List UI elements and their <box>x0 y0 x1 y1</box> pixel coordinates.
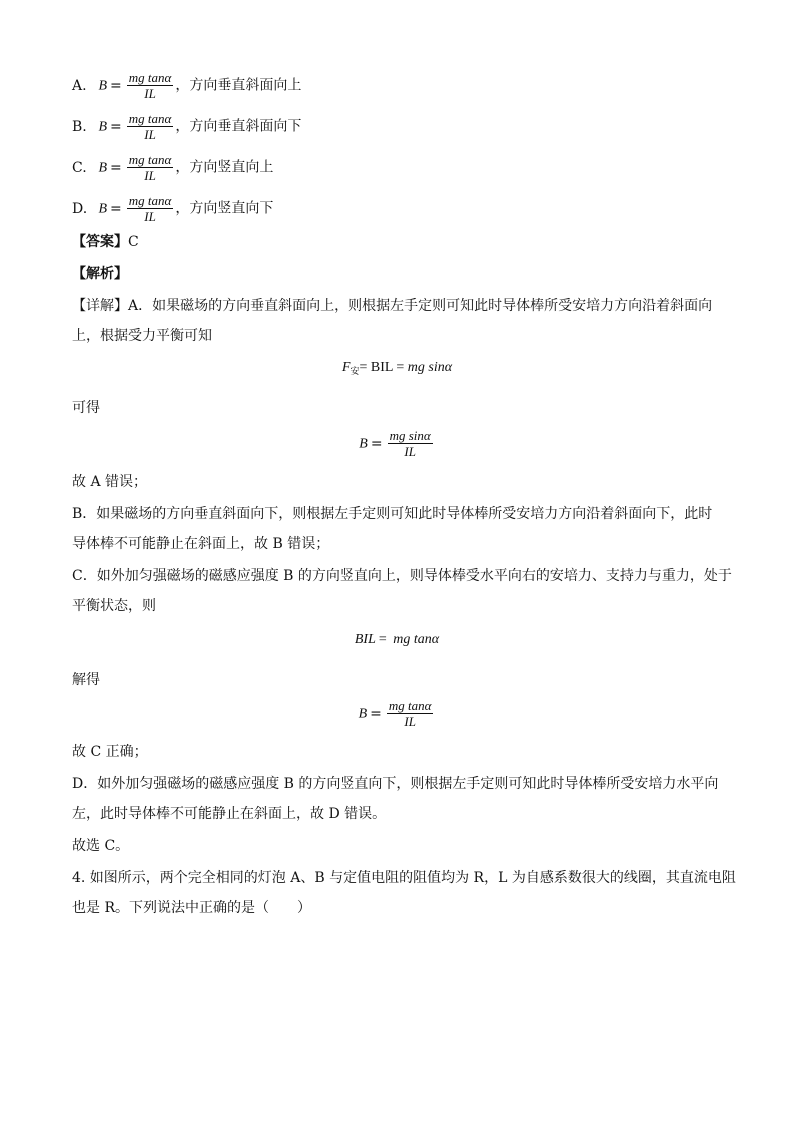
c-line-2: 平衡状态，则 <box>72 598 156 614</box>
kede-text: 可得 <box>72 400 100 416</box>
detail-line-2: 上，根据受力平衡可知 <box>72 328 212 344</box>
c-line-1: C．如外加匀强磁场的磁感应强度 B 的方向竖直向上，则导体棒受水平向右的安培力、支持力与重力，处于 <box>72 568 732 584</box>
detail-line-1: 【详解】A．如果磁场的方向垂直斜面向上，则根据左手定则可知此时导体棒所受安培力方向沿着斜面向 <box>72 298 713 314</box>
option-b-label: B. <box>72 118 87 135</box>
option-a-fraction: $\frac{\text{mg tanα}}{IL}$ <box>128 70 172 101</box>
option-a: A. B = $\frac{\text{mg tanα}}{IL}$ ，方向垂直斜面向上 <box>72 70 302 101</box>
equation-3: BIL = mg tanα <box>354 632 440 647</box>
option-a-lhs: B <box>98 78 108 94</box>
option-c: C. B = $\frac{\text{mg tanα}}{IL}$ ，方向竖直向上 <box>72 152 274 183</box>
equation-4: B = $\frac{\text{mg tanα}}{IL}$ <box>358 698 432 729</box>
option-a-label: A. <box>72 77 87 94</box>
option-b-text: ，方向垂直斜面向下 <box>175 118 302 135</box>
d-line-2: 左，此时导体棒不可能静止在斜面上，故 D 错误。 <box>72 806 387 822</box>
answer-line <box>72 232 139 252</box>
choose-text: 故选 C。 <box>72 838 130 854</box>
analysis-heading: 【解析】 <box>72 266 128 282</box>
option-c-label: C. <box>72 159 87 176</box>
question-4-line-2: 也是 R。下列说法中正确的是（ ） <box>72 900 311 916</box>
b-line-1: B．如果磁场的方向垂直斜面向下，则根据左手定则可知此时导体棒所受安培力方向沿着斜面向下，此时 <box>72 506 713 522</box>
c-right-text: 故 C 正确； <box>72 744 148 760</box>
option-c-lhs: B <box>98 160 108 176</box>
b-line-2: 导体棒不可能静止在斜面上，故 B 错误； <box>72 536 330 552</box>
answer-value: C <box>128 234 139 250</box>
option-b-fraction: $\frac{\text{mg tanα}}{IL}$ <box>128 111 172 142</box>
d-line-1: D．如外加匀强磁场的磁感应强度 B 的方向竖直向下，则根据左手定则可知此时导体棒所受安培力水平向 <box>72 776 719 792</box>
option-a-text: ，方向垂直斜面向上 <box>175 77 302 94</box>
equation-2: B = $\frac{\text{mg sinα}}{IL}$ <box>359 428 431 459</box>
option-c-text: ，方向竖直向上 <box>175 159 274 176</box>
a-wrong-text: 故 A 错误； <box>72 474 148 490</box>
option-d-fraction: $\frac{\text{mg tanα}}{IL}$ <box>128 193 172 224</box>
option-c-fraction: $\frac{\text{mg tanα}}{IL}$ <box>128 152 172 183</box>
equation-1: $F_安=$ BIL = mg sinα <box>341 360 453 376</box>
option-b: B. B = $\frac{\text{mg tanα}}{IL}$ ，方向垂直斜面向下 <box>72 111 302 142</box>
question-4-line-1: 4. 如图所示，两个完全相同的灯泡 A、B 与定值电阻的阻值均为 R，L 为自感系数很大的线圈，其直流电阻 <box>72 870 736 886</box>
option-d-lhs: B <box>98 201 108 217</box>
option-d-label: D. <box>72 200 88 217</box>
option-d: D. B = $\frac{\text{mg tanα}}{IL}$ ，方向竖直向下 <box>72 193 274 224</box>
option-b-lhs: B <box>98 119 108 135</box>
jiede-text: 解得 <box>72 672 100 688</box>
option-d-text: ，方向竖直向下 <box>175 200 274 217</box>
answer-tag: 【答案】 <box>72 234 128 250</box>
